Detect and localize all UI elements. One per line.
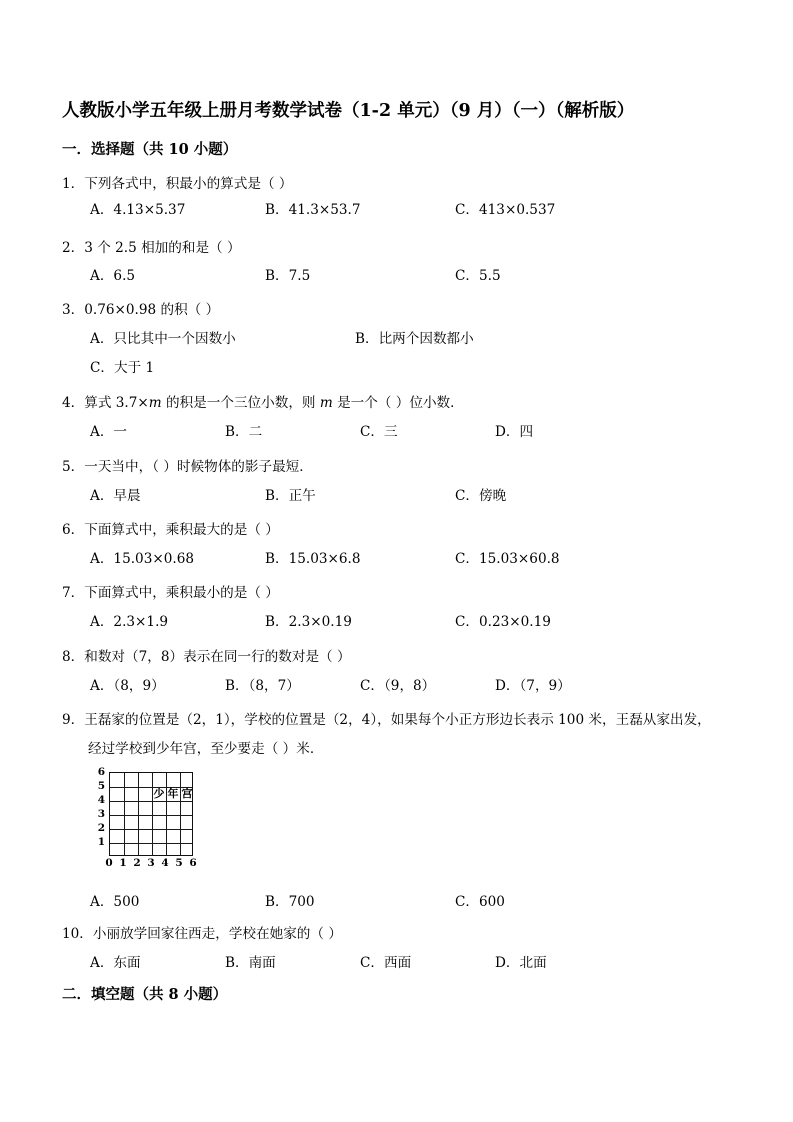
option-7-b-label: B．	[265, 614, 289, 630]
option-8-d-label: D．	[495, 678, 520, 694]
option-10-d[interactable]	[495, 954, 547, 972]
grid-hline-2	[110, 801, 192, 802]
question-7-stem	[62, 584, 279, 602]
question-1-stem	[62, 175, 292, 193]
option-2-b[interactable]	[265, 267, 310, 285]
question-1-text: 下列各式中，积最小的算式是（ ）	[84, 176, 293, 192]
grid-hline-4	[110, 829, 192, 830]
question-4-text-mid: 的积是一个三位小数，则	[161, 395, 320, 411]
option-4-a-text: 一	[113, 424, 128, 440]
option-6-b[interactable]	[265, 550, 361, 568]
option-4-c-text: 三	[384, 424, 398, 440]
option-6-c-text: 15.03×60.8	[479, 551, 560, 567]
question-9-stem-line1	[62, 711, 711, 729]
option-4-d-text: 四	[519, 424, 534, 440]
question-5-options	[0, 487, 793, 509]
question-9-number: 9．	[62, 712, 85, 728]
grid-ylabel-1: 1	[97, 836, 105, 848]
option-6-c-label: C．	[455, 551, 479, 567]
grid-xlabel-2: 2	[133, 857, 141, 869]
option-8-b-label: B．	[225, 678, 249, 694]
option-8-c-text: （9，8）	[384, 678, 436, 694]
option-1-b-label: B．	[265, 202, 289, 218]
option-6-b-label: B．	[265, 551, 289, 567]
option-9-c-label: C．	[455, 894, 479, 910]
question-3-text: 0.76×0.98 的积（ ）	[84, 302, 220, 318]
option-9-b[interactable]	[265, 893, 315, 911]
page-title: 人教版小学五年级上册月考数学试卷（1-2 单元）（9 月）（一）（解析版）	[62, 101, 635, 121]
option-2-b-text: 7.5	[288, 268, 311, 284]
option-2-a-label: A．	[90, 268, 114, 284]
question-3-number: 3．	[62, 302, 85, 318]
question-6-options	[0, 550, 793, 572]
question-7-text: 下面算式中，乘积最小的是（ ）	[84, 585, 279, 601]
option-3-c-text: 大于 1	[114, 360, 155, 376]
landmark-char-3: 宫	[181, 787, 193, 800]
question-7-options	[0, 613, 793, 635]
option-3-b[interactable]	[355, 330, 474, 348]
question-8-number: 8．	[62, 649, 85, 665]
option-2-a[interactable]	[90, 267, 135, 285]
question-4-stem	[62, 394, 464, 412]
option-4-c[interactable]	[360, 423, 398, 441]
option-1-c[interactable]	[455, 201, 555, 219]
option-8-c[interactable]	[360, 677, 435, 695]
option-2-c-text: 5.5	[479, 268, 501, 284]
option-10-b-label: B．	[225, 955, 249, 971]
question-4-text-pre: 算式 3.7×	[84, 395, 149, 411]
option-6-a-text: 15.03×0.68	[113, 551, 194, 567]
option-9-b-text: 700	[288, 894, 315, 910]
option-8-d-text: （7，9）	[519, 678, 571, 694]
option-5-a-text: 早晨	[113, 488, 141, 504]
option-8-c-label: C．	[360, 678, 384, 694]
option-4-a[interactable]	[90, 423, 127, 441]
question-8-options	[0, 677, 793, 699]
option-9-c-text: 600	[479, 894, 505, 910]
grid-ylabel-3: 3	[97, 808, 105, 820]
option-1-c-text: 413×0.537	[479, 202, 556, 218]
option-3-c[interactable]	[90, 359, 154, 377]
option-5-a-label: A．	[90, 488, 114, 504]
question-4-text-post: 是一个（ ）位小数．	[332, 395, 464, 411]
option-10-d-text: 北面	[519, 955, 547, 971]
option-10-c[interactable]	[360, 954, 411, 972]
question-3-stem	[62, 301, 219, 319]
option-6-a-label: A．	[90, 551, 114, 567]
grid-xlabel-6: 6	[189, 857, 197, 869]
question-5-stem	[62, 458, 313, 476]
option-10-c-text: 西面	[384, 955, 412, 971]
option-10-b-text: 南面	[248, 955, 276, 971]
option-4-d[interactable]	[495, 423, 533, 441]
question-1-number: 1．	[62, 176, 85, 192]
option-10-d-label: D．	[495, 955, 520, 971]
option-2-a-text: 6.5	[113, 268, 136, 284]
question-3-options	[0, 330, 793, 352]
question-5-number: 5．	[62, 459, 85, 475]
question-10-stem	[62, 925, 342, 943]
question-4-options	[0, 423, 793, 445]
option-5-c-text: 傍晚	[479, 488, 507, 504]
option-10-c-label: C．	[360, 955, 384, 971]
option-7-c[interactable]	[455, 613, 551, 631]
grid-ylabel-6: 6	[97, 766, 105, 778]
option-9-a-label: A．	[90, 894, 114, 910]
option-10-a[interactable]	[90, 954, 141, 972]
option-4-b-text: 二	[248, 424, 263, 440]
option-7-a-label: A．	[90, 614, 114, 630]
option-5-b[interactable]	[265, 487, 316, 505]
option-5-b-label: B．	[265, 488, 289, 504]
question-4-variable-1: m	[148, 395, 162, 411]
option-9-b-label: B．	[265, 894, 289, 910]
option-8-a-text: （8，9）	[113, 678, 165, 694]
option-3-b-text: 比两个因数都小	[378, 331, 474, 347]
question-2-text: 3 个 2.5 相加的和是（ ）	[84, 240, 241, 256]
grid-xlabel-0: 0	[105, 857, 113, 869]
option-10-b[interactable]	[225, 954, 276, 972]
coordinate-grid-figure	[88, 765, 208, 869]
grid-xlabel-3: 3	[147, 857, 155, 869]
option-3-a[interactable]	[90, 330, 236, 348]
question-4-number: 4．	[62, 395, 85, 411]
question-10-number: 10．	[62, 926, 93, 942]
grid-ylabel-5: 5	[97, 780, 105, 792]
question-5-text: 一天当中，（ ）时候物体的影子最短．	[84, 459, 313, 475]
option-9-c[interactable]	[455, 893, 505, 911]
grid-xlabel-1: 1	[119, 857, 127, 869]
grid-hline-3	[110, 815, 192, 816]
option-5-c-label: C．	[455, 488, 479, 504]
question-10-text: 小丽放学回家往西走，学校在她家的（ ）	[92, 926, 342, 942]
option-8-a[interactable]	[90, 677, 165, 695]
question-8-stem	[62, 648, 351, 666]
grid-xlabel-5: 5	[175, 857, 183, 869]
option-4-b[interactable]	[225, 423, 262, 441]
option-2-c-label: C．	[455, 268, 479, 284]
option-10-a-text: 东面	[113, 955, 141, 971]
option-6-a[interactable]	[90, 550, 194, 568]
option-1-a-label: A．	[90, 202, 114, 218]
question-10-options	[0, 954, 793, 976]
question-6-number: 6．	[62, 522, 85, 538]
option-1-c-label: C．	[455, 202, 479, 218]
grid-ylabel-4: 4	[97, 794, 105, 806]
option-6-c[interactable]	[455, 550, 560, 568]
question-8-text: 和数对（7，8）表示在同一行的数对是（ ）	[84, 649, 351, 665]
option-4-b-label: B．	[225, 424, 249, 440]
option-9-a[interactable]	[90, 893, 139, 911]
question-3-options-cont	[0, 359, 793, 381]
option-6-b-text: 15.03×6.8	[288, 551, 361, 567]
option-7-b[interactable]	[265, 613, 352, 631]
option-9-a-text: 500	[113, 894, 140, 910]
section-heading-choice: 一．选择题（共 10 小题）	[62, 141, 238, 158]
question-9-text-line1: 王磊家的位置是（2，1），学校的位置是（2，4），如果每个小正方形边长表示 100 米，王磊从家出发，	[84, 712, 711, 728]
question-1-options	[0, 201, 793, 223]
option-3-a-text: 只比其中一个因数小	[113, 331, 236, 347]
option-2-b-label: B．	[265, 268, 289, 284]
landmark-char-2: 年	[167, 787, 179, 800]
option-7-c-text: 0.23×0.19	[479, 614, 551, 630]
option-2-c[interactable]	[455, 267, 501, 285]
option-3-b-label: B．	[355, 331, 379, 347]
option-8-b[interactable]	[225, 677, 300, 695]
option-7-c-label: C．	[455, 614, 479, 630]
option-7-a[interactable]	[90, 613, 168, 631]
section-heading-fill-blank: 二．填空题（共 8 小题）	[62, 986, 228, 1003]
question-6-stem	[62, 521, 279, 539]
option-5-a[interactable]	[90, 487, 141, 505]
question-9-options	[0, 893, 793, 915]
grid-ylabel-2: 2	[97, 822, 105, 834]
option-4-d-label: D．	[495, 424, 520, 440]
question-2-stem	[62, 239, 241, 257]
option-3-a-label: A．	[90, 331, 114, 347]
question-2-number: 2．	[62, 240, 85, 256]
grid-xlabel-4: 4	[161, 857, 169, 869]
question-2-options	[0, 267, 793, 289]
option-5-c[interactable]	[455, 487, 506, 505]
question-6-text: 下面算式中，乘积最大的是（ ）	[84, 522, 279, 538]
question-4-variable-2: m	[319, 395, 333, 411]
option-7-b-text: 2.3×0.19	[288, 614, 352, 630]
option-8-d[interactable]	[495, 677, 571, 695]
option-10-a-label: A．	[90, 955, 114, 971]
option-1-a[interactable]	[90, 201, 185, 219]
option-1-b[interactable]	[265, 201, 361, 219]
grid-hline-5	[110, 843, 192, 844]
grid-box	[109, 772, 193, 856]
option-1-a-text: 4.13×5.37	[113, 202, 186, 218]
option-5-b-text: 正午	[288, 488, 316, 504]
option-7-a-text: 2.3×1.9	[113, 614, 169, 630]
landmark-char-1: 少	[153, 787, 165, 800]
option-4-a-label: A．	[90, 424, 114, 440]
option-8-b-text: （8，7）	[248, 678, 300, 694]
option-3-c-label: C．	[90, 360, 114, 376]
question-7-number: 7．	[62, 585, 85, 601]
question-9-stem-line2: 经过学校到少年宫，至少要走（ ）米．	[88, 741, 324, 757]
option-8-a-label: A．	[90, 678, 114, 694]
option-1-b-text: 41.3×53.7	[288, 202, 361, 218]
option-4-c-label: C．	[360, 424, 384, 440]
